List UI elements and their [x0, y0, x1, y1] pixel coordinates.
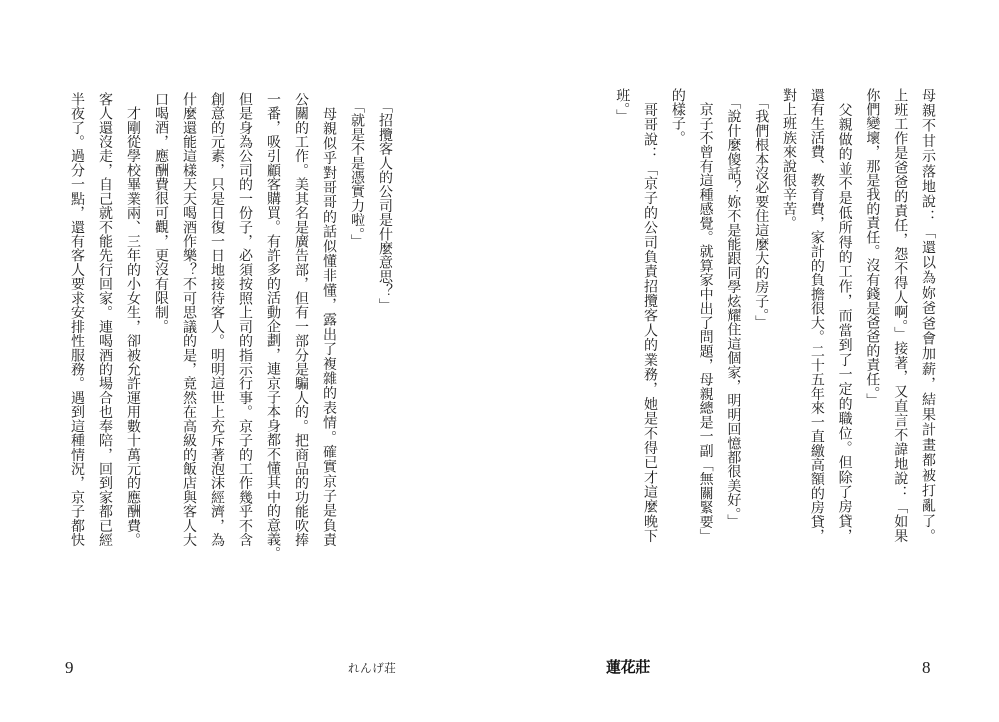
text-column: 但是身為公司的一份子，必須按照上司的指示行事。京子的工作幾乎不含 — [237, 92, 253, 547]
page-9-text — [63, 92, 399, 567]
text-column: 「我們根本沒必要住這麼大的房子。」 — [753, 88, 770, 330]
text-column: 什麼還能這樣天天喝酒作樂？不可思議的是，竟然在高級的飯店與客人大 — [181, 92, 197, 547]
page-number-8: 8 — [922, 658, 931, 677]
text-column: 上班工作是爸爸的責任，怨不得人啊。」接著，又直言不諱地說：「如果 — [892, 88, 909, 543]
text-column: 還有生活費、教育費，家計的負擔很大。二十五年來一直繳高額的房貸， — [808, 88, 825, 543]
text-column: 你們變壞，那是我的責任。沒有錢是爸爸的責任。」 — [864, 88, 881, 408]
text-column: 母親似乎對哥哥的話似懂非懂，露出了複雜的表情。確實京子是負責 — [321, 92, 337, 547]
text-column: 父親做的並不是低所得的工作，而當到了一定的職位。但除了房貸， — [836, 88, 853, 543]
text-column: 「說什麼傻話？妳不是能跟同學炫耀住這個家，明明回憶都很美好。」 — [725, 88, 742, 529]
text-column: 口喝酒，應酬費很可觀，更沒有限制。 — [153, 92, 169, 334]
text-column: 半夜了。過分一點，還有客人要求安排性服務。遇到這種情況，京子都快 — [69, 92, 85, 547]
publisher-logo: 蓮花莊 — [606, 658, 651, 676]
text-column: 哥哥說：「京子的公司負責招攬客人的業務，她是不得已才這麼晚下 — [642, 88, 659, 543]
page-number-9: 9 — [65, 658, 74, 677]
running-title: れんげ荘 — [348, 661, 397, 675]
text-column: 客人還沒走，自己就不能先行回家。連喝酒的場合也奉陪，回到家都已經 — [97, 92, 113, 547]
text-column: 公關的工作。美其名是廣告部，但有一部分是騙人的。把商品的功能吹捧 — [293, 92, 309, 547]
text-column: 一番，吸引顧客購買。有許多的活動企劃，連京子本身都不懂其中的意義。 — [265, 92, 281, 561]
text-column: 京子不曾有這種感覺。就算家中出了問題，母親總是一副「無關緊要」 — [697, 88, 714, 543]
page-8-text — [607, 88, 941, 560]
text-column: 的樣子。 — [669, 88, 686, 145]
text-column: 對上班族來說很辛苦。 — [781, 88, 798, 230]
text-column: 「就是不是憑實力啦。」 — [349, 92, 365, 249]
text-column: 母親不甘示落地說：「還以為妳爸爸會加薪，結果計畫都被打亂了。 — [920, 88, 936, 543]
text-column: 創意的元素，只是日復一日地接待客人。明明這世上充斥著泡沫經濟，為 — [209, 92, 225, 547]
text-column: 「招攬客人的公司是什麼意思？」 — [377, 92, 393, 313]
text-column: 才剛從學校畢業兩、三年的小女生，卻被允許運用數十萬元的應酬費。 — [125, 92, 141, 547]
text-column: 班。」 — [614, 88, 631, 124]
